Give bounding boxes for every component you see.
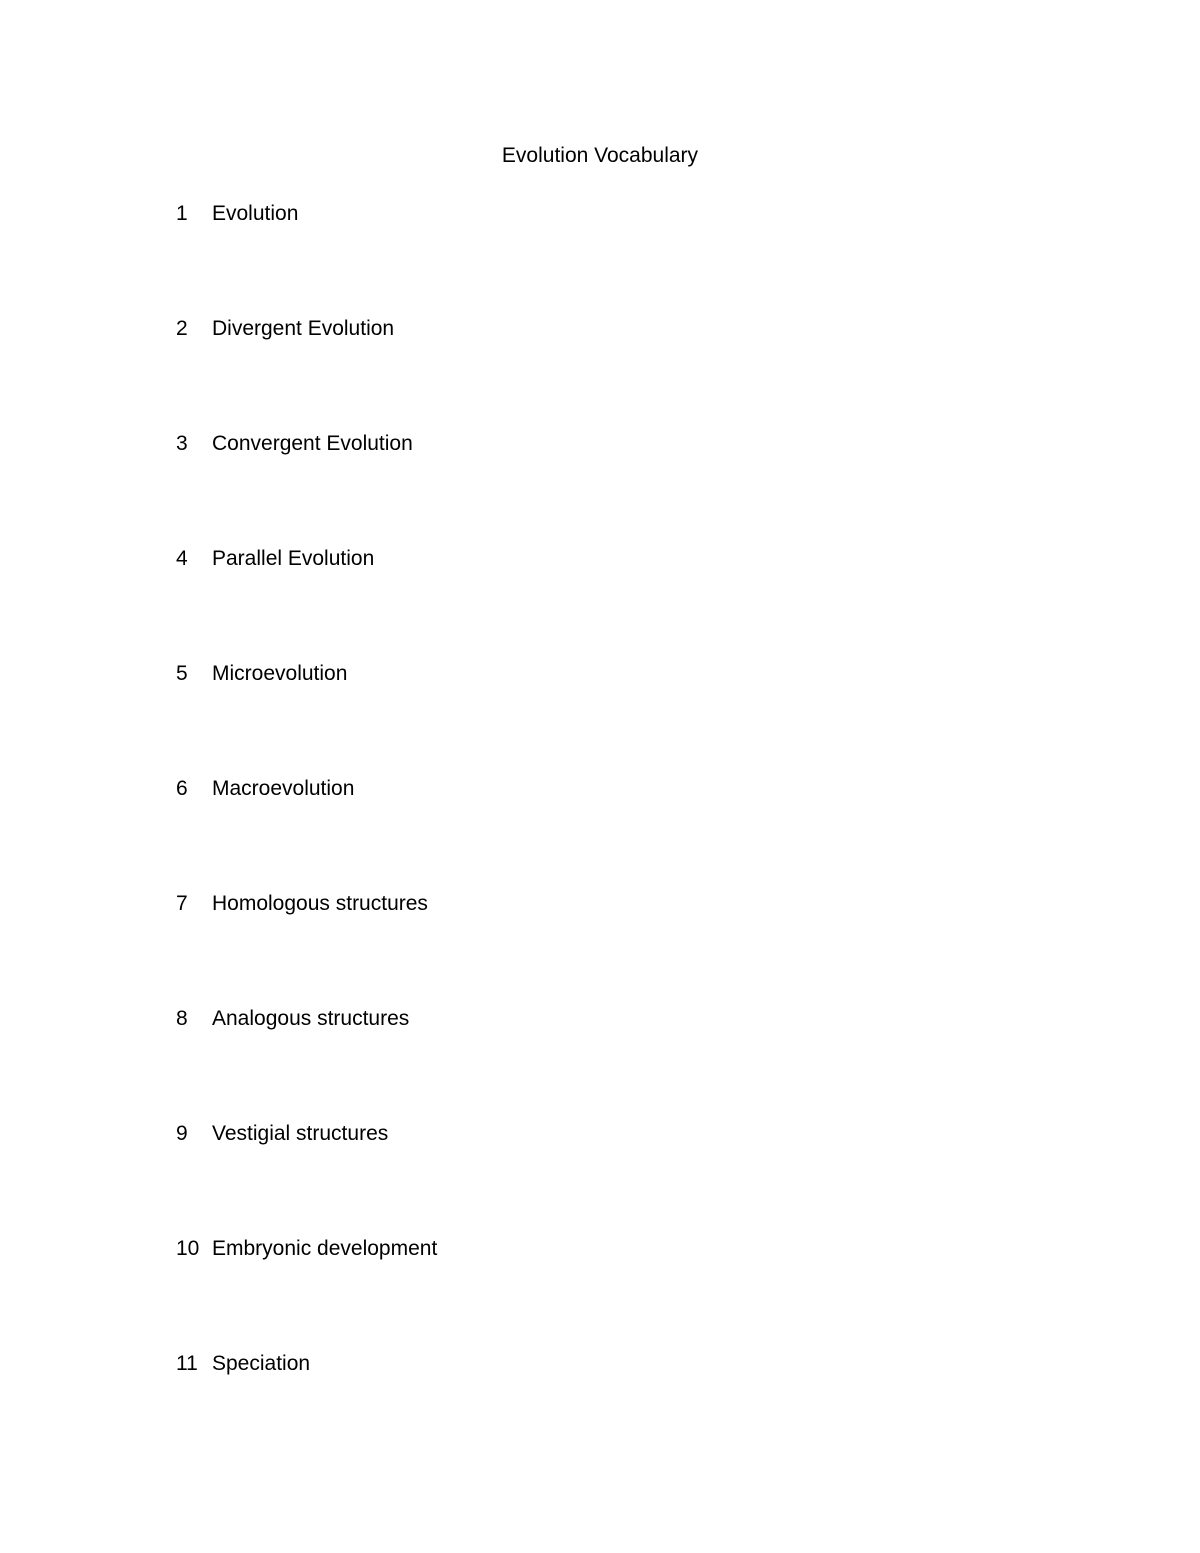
list-item [176, 890, 437, 1005]
item-term: Convergent Evolution [212, 432, 413, 455]
list-item [176, 1120, 437, 1235]
document-title: Evolution Vocabulary [501, 144, 699, 167]
item-number: 7 [176, 892, 188, 915]
item-number: 11 [176, 1352, 198, 1375]
item-term: Homologous structures [212, 892, 428, 915]
item-term: Microevolution [212, 662, 348, 685]
item-number: 2 [176, 317, 188, 340]
list-item [176, 775, 437, 890]
list-item [176, 1235, 437, 1350]
item-number: 6 [176, 777, 188, 800]
item-number: 9 [176, 1122, 188, 1145]
item-number: 10 [176, 1237, 200, 1260]
item-term: Parallel Evolution [212, 547, 375, 570]
list-item [176, 660, 437, 775]
item-term: Vestigial structures [212, 1122, 389, 1145]
item-term: Macroevolution [212, 777, 355, 800]
list-item [176, 1350, 437, 1465]
item-number: 4 [176, 547, 188, 570]
item-term: Analogous structures [212, 1007, 410, 1030]
list-item [176, 545, 437, 660]
item-term: Speciation [212, 1352, 311, 1375]
item-term: Divergent Evolution [212, 317, 395, 340]
vocabulary-list [176, 200, 437, 1465]
list-item [176, 1005, 437, 1120]
item-number: 1 [176, 202, 188, 225]
item-number: 3 [176, 432, 188, 455]
list-item [176, 315, 437, 430]
list-item [176, 430, 437, 545]
item-number: 5 [176, 662, 188, 685]
item-term: Evolution [212, 202, 299, 225]
item-term: Embryonic development [212, 1237, 438, 1260]
list-item [176, 200, 437, 315]
item-number: 8 [176, 1007, 188, 1030]
